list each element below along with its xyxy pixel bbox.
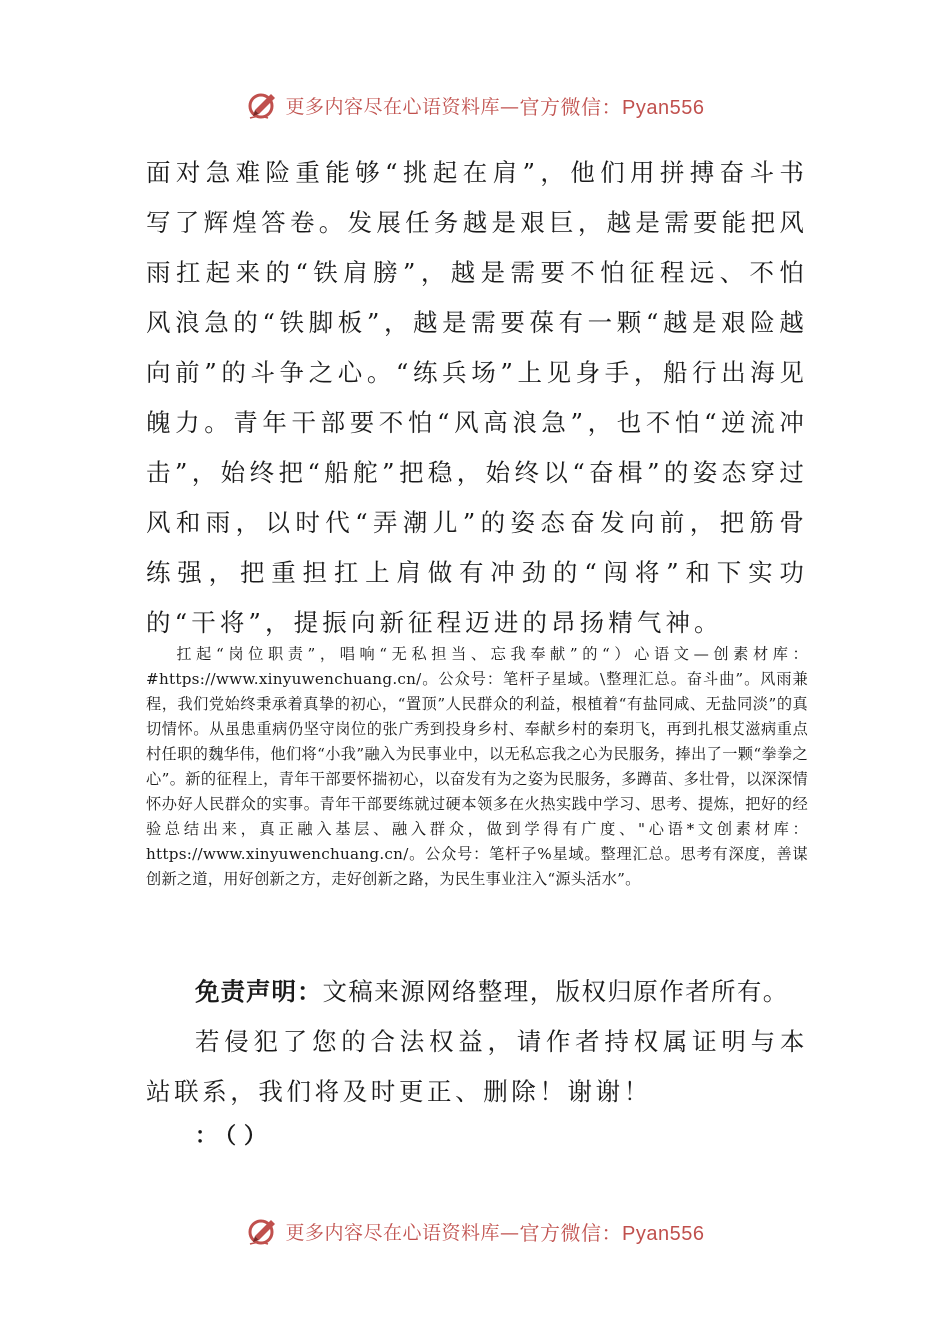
- disclaimer-text-1: 文稿来源网络整理，版权归原作者所有。: [322, 977, 789, 1006]
- footer-banner: [0, 1211, 950, 1251]
- banner-contact-text: 官方微信：Pyan556: [519, 1222, 705, 1245]
- banner-main-text: 更多内容尽在心语资料库—: [285, 95, 520, 118]
- disclaimer-label: 免责声明：: [195, 977, 323, 1006]
- disclaimer-section: [146, 967, 808, 1157]
- secondary-paragraph: 扛起“岗位职责”，唱响“无私担当、忘我奉献”的“）心语文—创素材库：#https://www.xinyuwenchuang.cn/。公众号：笔杆子星域。\整理汇总。奋斗曲”。风雨兼程，我们党始终秉承着真挚的初心，“置顶”人民群众的利益，根植着“有盐同咸、无盐同淡”的真切情怀。从虽患重病仍坚守岗位的张广秀到投身乡村、奉献乡村的秦玥飞，再到扎根艾滋病重点村任职的魏华伟，他们将“小我”融入为民事业中，以无私忘我之心为民服务，捧出了一颗“拳拳之心”。新的征程上，青年干部要怀揣初心，以奋发有为之姿为民服务，多蹲苗、多壮骨，以深深情怀办好人民群众的实事。青年干部要练就过硬本领多在火热实践中学习、思考、提炼，把好的经验总结出来，真正融入基层、融入群众，做到学得有广度、"心语*文创素材库：https://www.xinyuwenchuang.cn/。公众号：笔杆子%星域。整理汇总。思考有深度，善谋创新之道，用好创新之方，走好创新之路，为民生事业注入“源头活水”。: [146, 645, 808, 888]
- main-paragraph: 面对急难险重能够“挑起在肩”，他们用拼搏奋斗书写了辉煌答卷。发展任务越是艰巨，越是需要能把风雨扛起来的“铁肩膀”，越是需要不怕征程远、不怕风浪急的“铁脚板”，越是需要葆有一颗“越是艰险越向前”的斗争之心。“练兵场”上见身手，船行出海见魄力。青年干部要不怕“风高浪急”，也不怕“逆流冲击”，始终把“船舵”把稳，始终以“奋楫”的姿态穿过风和雨，以时代“弄潮儿”的姿态奋发向前，把筋骨练强，把重担扛上肩做有冲劲的“闯将”和下实功的“干将”，提振向新征程迈进的昂扬精气神。: [146, 158, 808, 637]
- secondary-body: [146, 642, 808, 892]
- disclaimer-line-3: ：（）: [195, 1124, 275, 1149]
- disclaimer-line-2: 若侵犯了您的合法权益，请作者持权属证明与本站联系，我们将及时更正、删除！谢谢！: [146, 1027, 808, 1106]
- pen-logo-icon: [246, 88, 280, 122]
- banner-main-text: 更多内容尽在心语资料库—: [285, 1221, 520, 1244]
- banner-contact-text: 官方微信：Pyan556: [519, 96, 705, 119]
- main-body: [146, 148, 808, 648]
- pen-logo-icon: [246, 1214, 280, 1248]
- header-banner: [0, 85, 950, 125]
- disclaimer-line-1: [146, 967, 808, 1017]
